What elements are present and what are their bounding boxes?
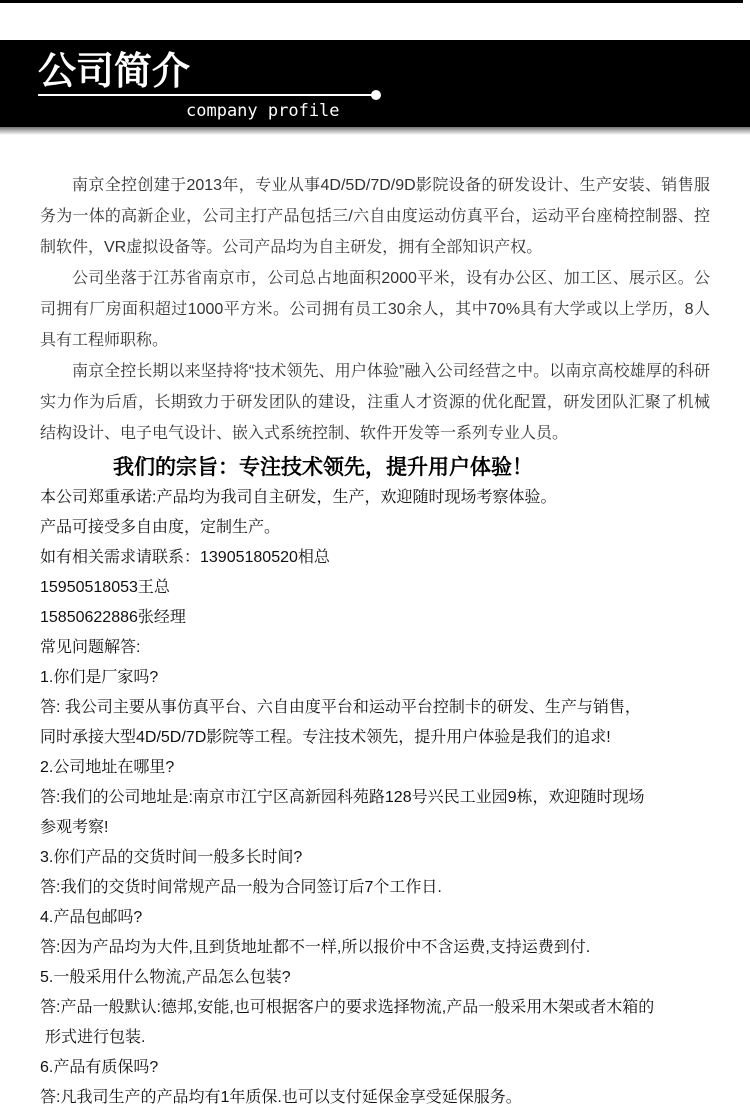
content	[40, 170, 710, 1113]
faq-q4: 4.产品包邮吗?	[40, 909, 143, 926]
faq-a3: 答:我们的交货时间常规产品一般为合同签订后7个工作日.	[40, 879, 442, 896]
phone-line-2: 15850622886张经理	[40, 609, 186, 626]
intro-section	[40, 170, 710, 449]
faq-a4: 答:因为产品均为大件,且到货地址都不一样,所以报价中不含运费,支持运费到付.	[40, 939, 591, 956]
header-shadow	[0, 127, 750, 135]
faq-a2-line1: 答:我们的公司地址是:南京市江宁区高新园科苑路128号兴民工业园9栋，欢迎随时现场	[40, 789, 645, 806]
faq-a1-line2: 同时承接大型4D/5D/7D影院等工程。专注技术领先，提升用户体验是我们的追求!	[40, 729, 611, 746]
header-banner	[0, 40, 750, 127]
faq-a1-line1: 答: 我公司主要从事仿真平台、六自由度平台和运动平台控制卡的研发、生产与销售，	[40, 699, 641, 716]
title-underline	[38, 94, 375, 96]
contact-line: 如有相关需求请联系：13905180520相总	[40, 549, 330, 566]
page-title: 公司简介	[38, 51, 191, 93]
faq-q2: 2.公司地址在哪里?	[40, 759, 175, 776]
intro-paragraph-3: 南京全控长期以来坚持将“技术领先、用户体验”融入公司经营之中。以南京高校雄厚的科研实力作为后盾，长期致力于研发团队的建设，注重人才资源的优化配置，研发团队汇聚了机械结构设计、电子电气设计、嵌入式系统控制、软件开发等一系列专业人员。	[40, 363, 710, 442]
promise-line-1: 本公司郑重承诺:产品均为我司自主研发，生产，欢迎随时现场考察体验。	[40, 489, 557, 506]
faq-q1: 1.你们是厂家吗?	[40, 669, 159, 686]
mission-statement: 我们的宗旨：专注技术领先，提升用户体验！	[113, 456, 533, 479]
underline-dot-icon	[371, 90, 381, 100]
intro-paragraph-1: 南京全控创建于2013年，专业从事4D/5D/7D/9D影院设备的研发设计、生产安装、销售服务为一体的高新企业，公司主打产品包括三/六自由度运动仿真平台，运动平台座椅控制器、控制软件，VR虚拟设备等。公司产品均为自主研发，拥有全部知识产权。	[40, 177, 710, 256]
faq-q6: 6.产品有质保吗?	[40, 1059, 159, 1076]
page-subtitle: company profile	[186, 101, 340, 121]
details-section	[40, 483, 710, 1113]
faq-q3: 3.你们产品的交货时间一般多长时间?	[40, 849, 303, 866]
phone-line-1: 15950518053王总	[40, 579, 170, 596]
intro-paragraph-2: 公司坐落于江苏省南京市，公司总占地面积2000平米，设有办公区、加工区、展示区。公司拥有厂房面积超过1000平方米。公司拥有员工30余人，其中70%具有大学或以上学历，8人具有工程师职称。	[40, 270, 710, 349]
faq-a5-line2: 形式进行包装.	[45, 1029, 146, 1046]
faq-q5: 5.一般采用什么物流,产品怎么包装?	[40, 969, 291, 986]
faq-heading: 常见问题解答:	[40, 639, 141, 656]
promise-line-2: 产品可接受多自由度，定制生产。	[40, 519, 281, 536]
faq-a6: 答:凡我司生产的产品均有1年质保.也可以支付延保金享受延保服务。	[40, 1089, 522, 1106]
faq-a2-line2: 参观考察!	[40, 819, 109, 836]
top-border-line	[0, 0, 743, 3]
faq-a5-line1: 答:产品一般默认:德邦,安能,也可根据客户的要求选择物流,产品一般采用木架或者木箱的	[40, 999, 655, 1016]
